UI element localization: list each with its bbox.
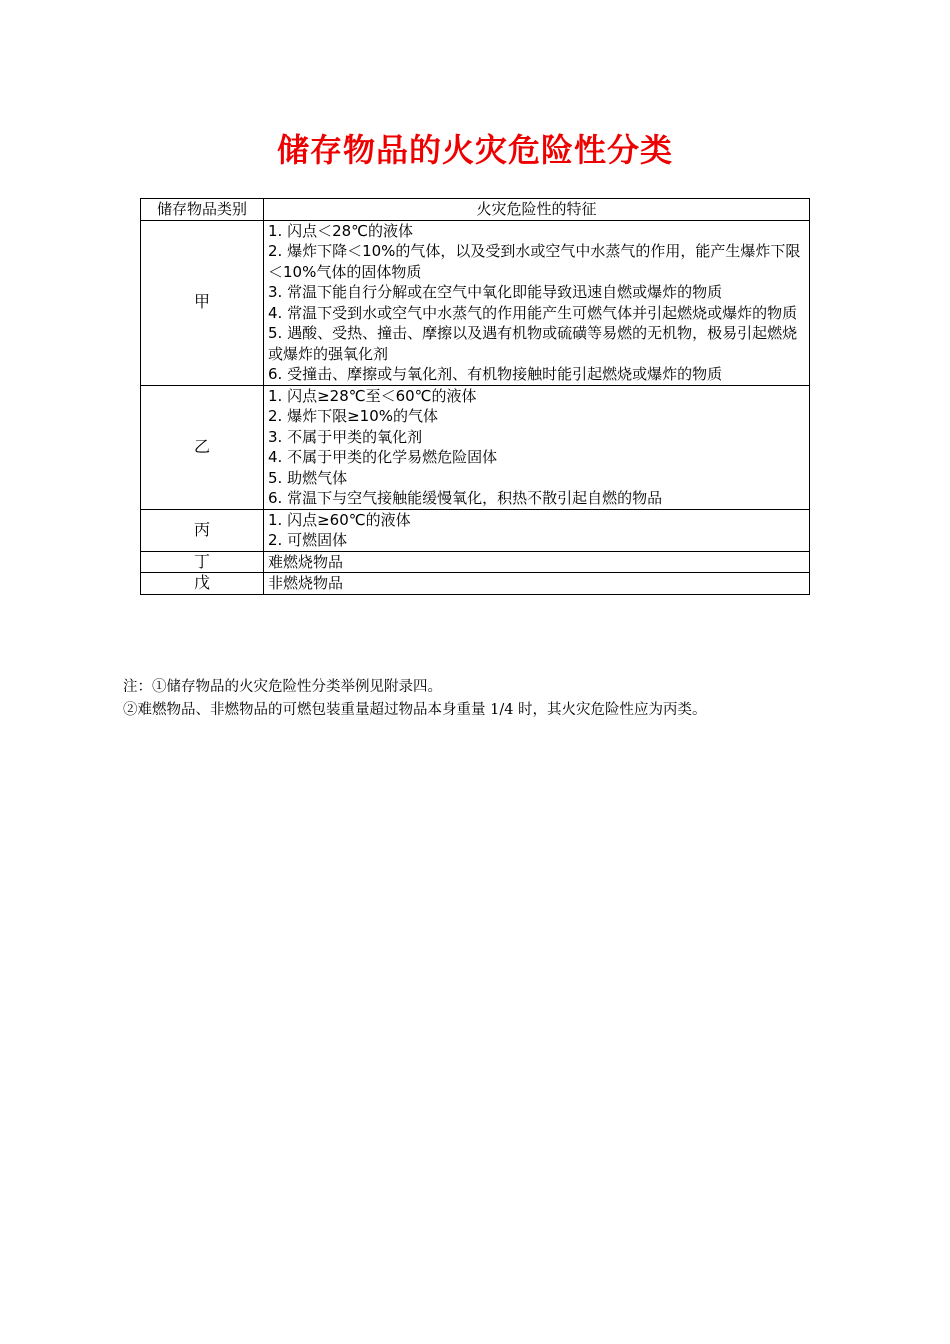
table-row: [141, 220, 810, 385]
table-header-row: [141, 199, 810, 221]
table-row: [141, 573, 810, 595]
category-cell: 戊: [141, 573, 264, 595]
table-row: [141, 385, 810, 509]
features-cell: [264, 509, 810, 551]
category-cell: 甲: [141, 220, 264, 385]
feature-item: 5. 遇酸、受热、撞击、摩擦以及遇有机物或硫磺等易燃的无机物，极易引起燃烧或爆炸的强氧化剂: [268, 324, 798, 363]
feature-item: 1. 闪点≥60℃的液体: [268, 510, 411, 529]
category-cell: 丁: [141, 551, 264, 573]
features-cell: [264, 385, 810, 509]
category-cell: 丙: [141, 509, 264, 551]
features-cell: [264, 551, 810, 573]
feature-item: 5. 助燃气体: [268, 468, 348, 487]
table-row: [141, 551, 810, 573]
note-1: 注：①储存物品的火灾危险性分类举例见附录四。: [123, 679, 442, 695]
feature-item: 2. 可燃固体: [268, 531, 348, 549]
notes-section: [123, 676, 843, 722]
note-2: ②难燃物品、非燃物品的可燃包装重量超过物品本身重量 1/4 时，其火灾危险性应为丙类。: [123, 702, 707, 718]
feature-item: 1. 闪点≥28℃至＜60℃的液体: [268, 386, 477, 405]
page-title: 储存物品的火灾危险性分类: [276, 131, 673, 169]
feature-item: 1. 闪点＜28℃的液体: [268, 221, 414, 240]
feature-item: 难燃烧物品: [268, 552, 344, 571]
feature-item: 4. 常温下受到水或空气中水蒸气的作用能产生可燃气体并引起燃烧或爆炸的物质: [268, 303, 798, 322]
feature-item: 6. 受撞击、摩擦或与氧化剂、有机物接触时能引起燃烧或爆炸的物质: [268, 365, 723, 383]
feature-item: 4. 不属于甲类的化学易燃危险固体: [268, 448, 498, 466]
feature-item: 3. 不属于甲类的氧化剂: [268, 427, 423, 446]
category-cell: 乙: [141, 385, 264, 509]
feature-item: 3. 常温下能自行分解或在空气中氧化即能导致迅速自燃或爆炸的物质: [268, 283, 723, 301]
features-cell: [264, 573, 810, 595]
feature-item: 非燃烧物品: [268, 574, 344, 592]
feature-item: 6. 常温下与空气接触能缓慢氧化，积热不散引起自燃的物品: [268, 489, 663, 507]
features-cell: [264, 220, 810, 385]
header-features: 火灾危险性的特征: [264, 199, 810, 221]
table-row: [141, 509, 810, 551]
feature-item: 2. 爆炸下限≥10%的气体: [268, 407, 438, 425]
feature-item: 2. 爆炸下降＜10%的气体，以及受到水或空气中水蒸气的作用，能产生爆炸下限＜10%气体的固体物质: [268, 242, 801, 281]
header-category: 储存物品类别: [141, 199, 264, 221]
hazard-classification-table: [140, 198, 810, 595]
